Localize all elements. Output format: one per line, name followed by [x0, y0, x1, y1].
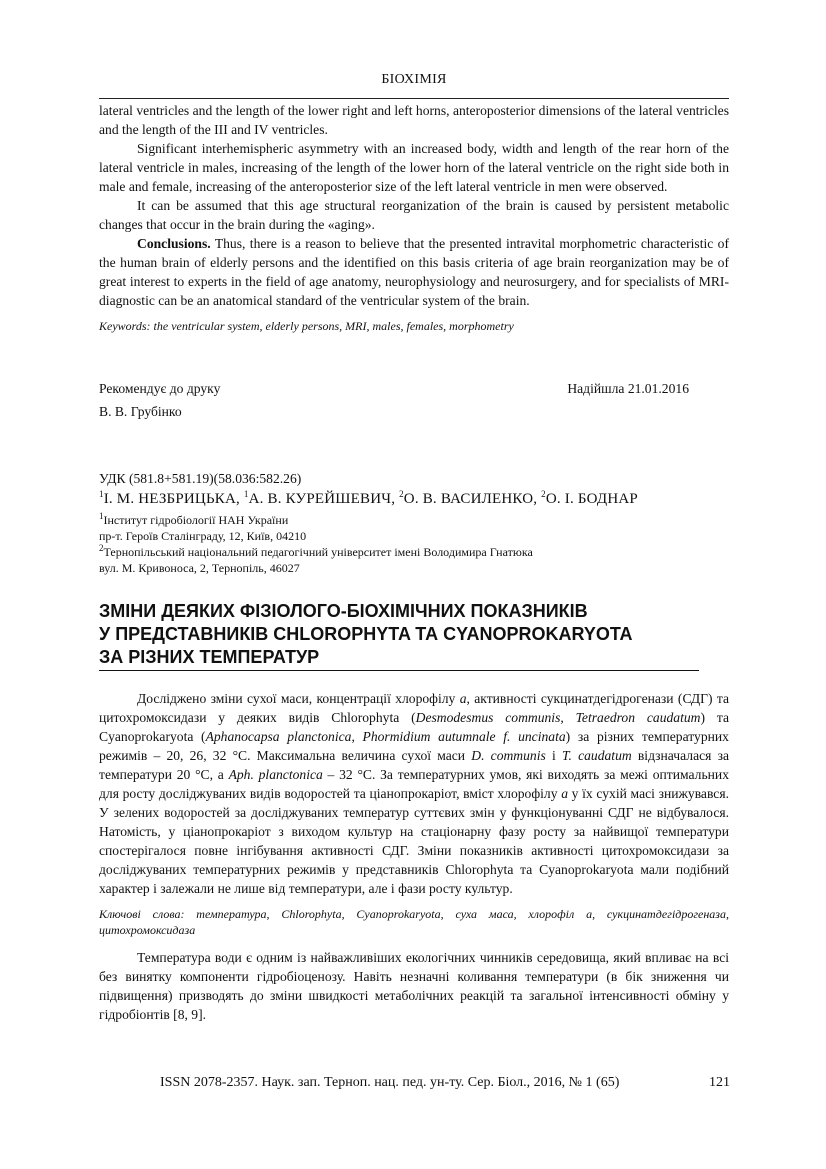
reviewer-name: В. В. Грубінко — [99, 404, 182, 419]
running-header: БІОХІМІЯ — [381, 72, 447, 87]
prev-conclusions — [99, 234, 729, 310]
prev-paragraph-3: It can be assumed that this age structural reorganization of the brain is caused by persistent metabolic changes that occur in the brain during the «aging». — [99, 198, 729, 232]
journal-citation: ISSN 2078-2357. Наук. зап. Терноп. нац. пед. ун-ту. Сер. Біол., 2016, № 1 (65) — [160, 1075, 620, 1090]
author-sup: 2 — [399, 489, 404, 499]
abstract-text: , активності сукцинатдегідрогенази (СДГ) та цитохромоксидази у деяких видів Chlorophyta ( — [99, 691, 729, 725]
abstract-italic: a — [561, 786, 568, 801]
prev-keywords: Keywords: the ventricular system, elderly persons, MRI, males, females, morphometry — [99, 319, 514, 333]
author-sup: 2 — [541, 489, 546, 499]
affiliation-sup: 2 — [99, 543, 104, 553]
abstract-text: і — [545, 748, 562, 763]
abstract-text: у їх сухій масі знижувався. У зелених водоростей за досліджуваних температур суттєвих змін у функціонуванні СДГ не відбувалося. Натомість, у ціанопрокаріот з виходом культур на стаціонарну фазу росту за найвищої температури спостерігалося повне інгібування активності СДГ. Зміни показників активності цитохромоксидази за досліджуваних температурних режимів у представників Chlorophyta та Cyanoprokaryota мали подібний характер і залежали не лише від температури, але і фази росту культур. — [99, 786, 729, 896]
abstract-text: , — [560, 710, 576, 725]
title-rule — [99, 670, 699, 671]
author-name: О. В. ВАСИЛЕНКО, — [403, 491, 542, 507]
species-name: Aphanocapsa planctonica — [205, 729, 352, 744]
abstract-text: , — [351, 729, 363, 744]
title-line: ЗМІНИ ДЕЯКИХ ФІЗІОЛОГО-БІОХІМІЧНИХ ПОКАЗНИКІВ — [99, 601, 588, 621]
page-content — [99, 70, 729, 1024]
affiliation-institution: Інститут гідробіології НАН України — [103, 513, 289, 527]
abstract-italic: a — [459, 691, 467, 706]
article-title — [99, 600, 633, 669]
author-name: О. І. БОДНАР — [545, 491, 638, 507]
species-name: Desmodesmus communis — [415, 710, 561, 725]
abstract-text: – 32 °С. За температурних умов, які виходять за межі оптимальних для росту досліджуваних видів водоростей та ціанопрокаріот, вміст хлорофілу — [99, 767, 729, 801]
received-date: Надійшла 21.01.2016 — [567, 381, 689, 396]
intro-paragraph: Температура води є одним із найважливіших екологічних чинників середовища, який впливає на всі без винятку компоненти гідробіоценозу. Навіть незначні коливання температури (в бік зниження чи підвищення) призводять до зміни швидкості метаболічних реакцій та загальної інтенсивності обміну у гідробіонтів [8, 9]. — [99, 950, 729, 1022]
title-line: ЗА РІЗНИХ ТЕМПЕРАТУР — [99, 647, 320, 667]
abstract-text: ) та Cyanoprokaryota ( — [99, 710, 729, 744]
species-name: T. caudatum — [561, 748, 632, 763]
prev-paragraph-1: lateral ventricles and the length of the lower right and left horns, anteroposterior dimensions of the lateral ventricles and the length of the III and IV ventricles. — [99, 103, 729, 137]
affiliation-2 — [99, 544, 729, 576]
affiliation-address: вул. М. Кривоноса, 2, Тернопіль, 46027 — [99, 561, 300, 575]
article-keywords: Ключові слова: температура, Chlorophyta, Cyanoprokaryota, суха маса, хлорофіл а, сукцинатдегідрогеназа, цитохромоксидаза — [99, 907, 729, 937]
abstract — [99, 689, 729, 898]
prev-paragraph-2: Significant interhemispheric asymmetry with an increased body, width and length of the rear horn of the lateral ventricle in males, increasing of the length of the lower horn of the lateral ventricle on the right side both in male and female, increasing of the anteroposterior size of the left lateral ventricle in men were observed. — [99, 141, 729, 194]
authors-line — [99, 488, 729, 510]
abstract-text: відзначалася за температури 20 °С, а — [99, 748, 729, 782]
affiliation-1 — [99, 512, 729, 544]
udc-code: УДК (581.8+581.19)(58.036:582.26) — [99, 471, 302, 486]
page-footer — [160, 1073, 730, 1092]
author-sup: 1 — [99, 489, 104, 499]
abstract-text: Досліджено зміни сухої маси, концентрації хлорофілу — [137, 691, 460, 706]
header-rule — [99, 98, 729, 99]
species-name: Tetraedron caudatum — [575, 710, 701, 725]
author-name: І. М. НЕЗБРИЦЬКА, — [103, 491, 244, 507]
page-number: 121 — [709, 1075, 730, 1090]
title-line: У ПРЕДСТАВНИКІВ CHLOROPHYTA ТА CYANOPROKARYOTA — [99, 624, 633, 644]
recommended-label: Рекомендує до друку — [99, 381, 221, 396]
abstract-text: ) за різних температурних режимів – 20, 26, 32 °С. Максимальна величина сухої маси — [99, 729, 729, 763]
conclusions-text: Thus, there is a reason to believe that the presented intravital morphometric characteristic of the human brain of elderly persons and the identified on this basis criteria of age brain reorganization may be of great interest to experts in the field of age anatomy, neurophysiology and neurosurgery, and for specialists of MRI-diagnostic can be an anatomical standard of the ventricular system of the brain. — [99, 236, 729, 308]
recommendation-row — [99, 379, 689, 398]
affiliation-address: пр-т. Героїв Сталінграду, 12, Київ, 04210 — [99, 529, 307, 543]
affiliation-sup: 1 — [99, 511, 104, 521]
species-name: Aph. planctonica — [228, 767, 323, 782]
species-name: Phormidium autumnale f. uncinata — [362, 729, 566, 744]
author-name: А. В. КУРЕЙШЕВИЧ, — [248, 491, 400, 507]
affiliation-institution: Тернопільський національний педагогічний університет імені Володимира Гнатюка — [103, 545, 533, 559]
species-name: D. communis — [471, 748, 546, 763]
conclusions-label: Conclusions. — [137, 236, 211, 251]
author-sup: 1 — [243, 489, 249, 499]
